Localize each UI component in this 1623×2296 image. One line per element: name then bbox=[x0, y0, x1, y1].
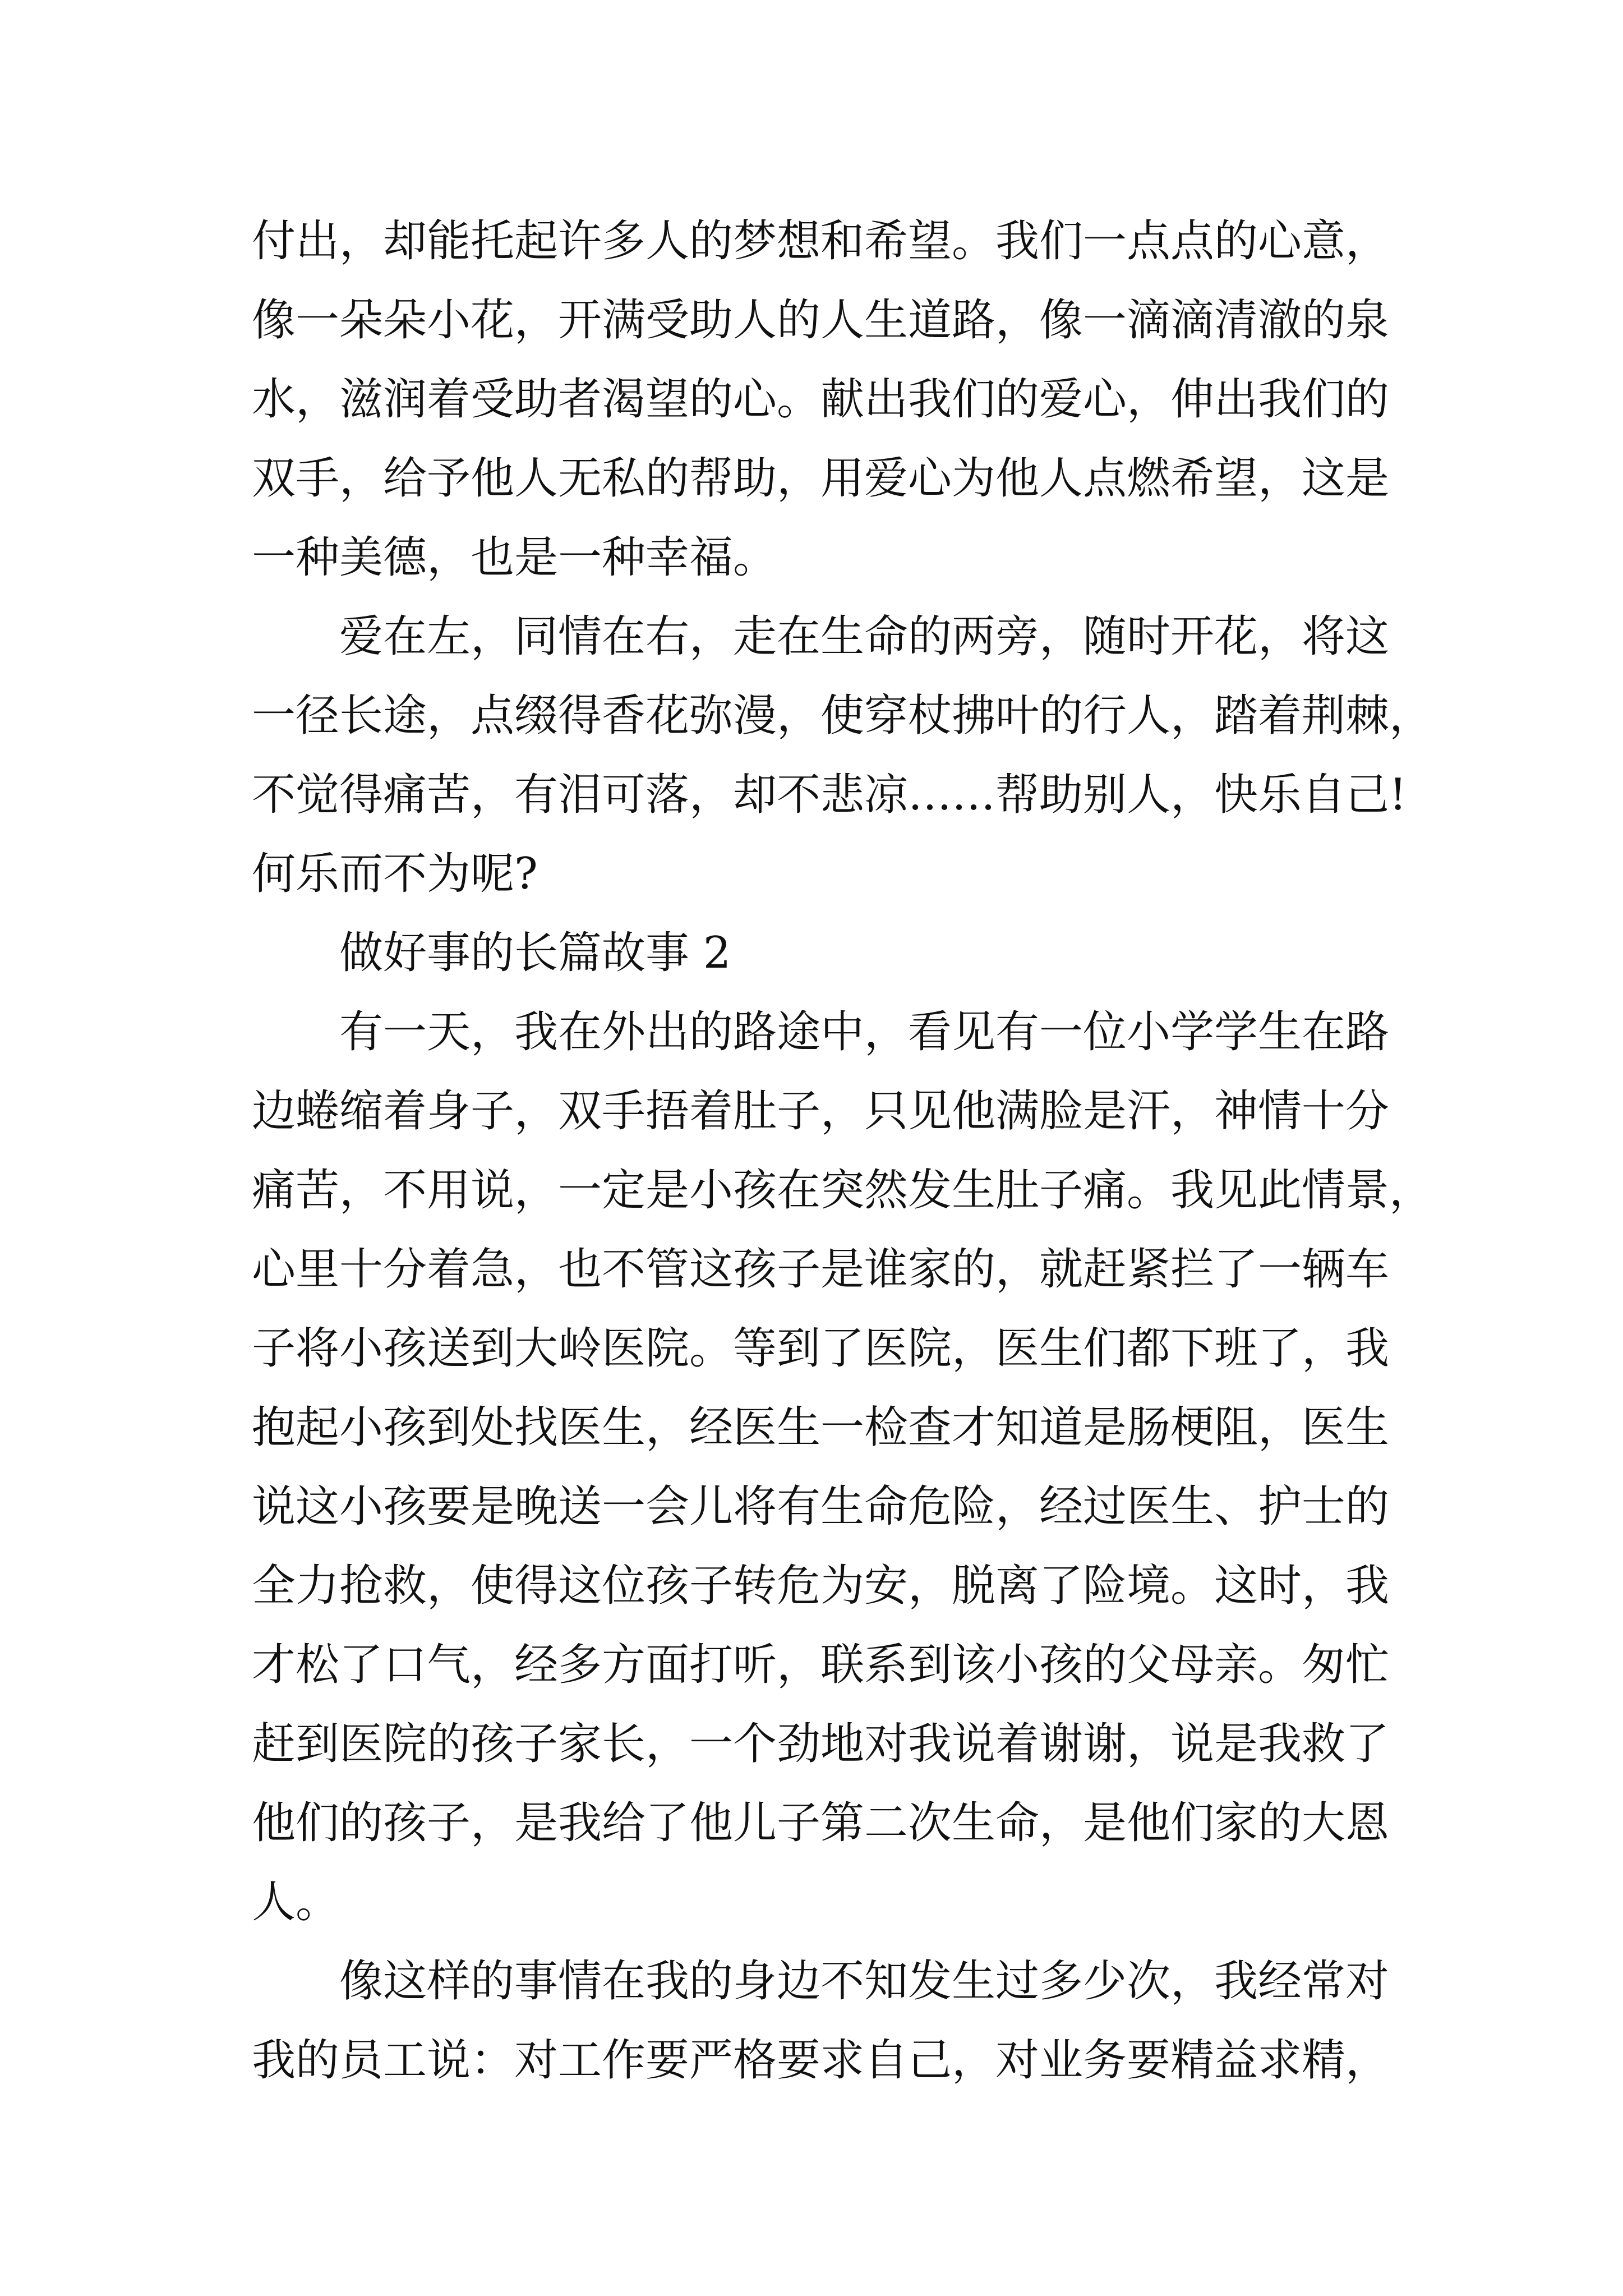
text-line: 全力抢救，使得这位孩子转危为安，脱离了险境。这时，我 bbox=[252, 1561, 1390, 1611]
text-line: 一种美德，也是一种幸福。 bbox=[252, 532, 777, 583]
text-line: 何乐而不为呢? bbox=[252, 849, 538, 899]
text-line: 心里十分着急，也不管这孩子是谁家的，就赶紧拦了一辆车 bbox=[252, 1244, 1390, 1295]
text-line: 说这小孩要是晚送一会儿将有生命危险，经过医生、护士的 bbox=[252, 1481, 1390, 1532]
text-line: 我的员工说：对工作要严格要求自己，对业务要精益求精， bbox=[252, 2035, 1390, 2086]
text-line: 抱起小孩到处找医生，经医生一检查才知道是肠梗阻，医生 bbox=[252, 1402, 1390, 1453]
text-line: 像这样的事情在我的身边不知发生过多少次，我经常对 bbox=[339, 1956, 1390, 2007]
text-line: 像一朵朵小花，开满受助人的人生道路，像一滴滴清澈的泉 bbox=[252, 295, 1390, 346]
text-line: 双手，给予他人无私的帮助，用爱心为他人点燃希望，这是 bbox=[252, 453, 1390, 504]
text-line: 不觉得痛苦，有泪可落，却不悲凉……帮助别人，快乐自己! bbox=[252, 770, 1407, 820]
section-heading: 做好事的长篇故事 2 bbox=[339, 928, 731, 978]
text-line: 痛苦，不用说，一定是小孩在突然发生肚子痛。我见此情景， bbox=[252, 1165, 1433, 1216]
text-line: 付出，却能托起许多人的梦想和希望。我们一点点的心意， bbox=[252, 216, 1390, 266]
text-line: 爱在左，同情在右，走在生命的两旁，随时开花，将这 bbox=[339, 611, 1390, 662]
text-line: 水，滋润着受助者渴望的心。献出我们的爱心，伸出我们的 bbox=[252, 374, 1390, 425]
text-line: 子将小孩送到大岭医院。等到了医院，医生们都下班了，我 bbox=[252, 1323, 1390, 1374]
text-line: 有一天，我在外出的路途中，看见有一位小学学生在路 bbox=[339, 1007, 1390, 1057]
text-line: 赶到医院的孩子家长，一个劲地对我说着谢谢，说是我救了 bbox=[252, 1719, 1390, 1769]
text-line: 他们的孩子，是我给了他儿子第二次生命，是他们家的大恩 bbox=[252, 1798, 1390, 1848]
body-text bbox=[252, 202, 1433, 2100]
text-line: 边蜷缩着身子，双手捂着肚子，只见他满脸是汗，神情十分 bbox=[252, 1086, 1390, 1137]
text-line: 才松了口气，经多方面打听，联系到该小孩的父母亲。匆忙 bbox=[252, 1640, 1390, 1690]
text-line: 一径长途，点缀得香花弥漫，使穿杖拂叶的行人，踏着荆棘， bbox=[252, 691, 1433, 741]
text-line: 人。 bbox=[252, 1877, 340, 1927]
